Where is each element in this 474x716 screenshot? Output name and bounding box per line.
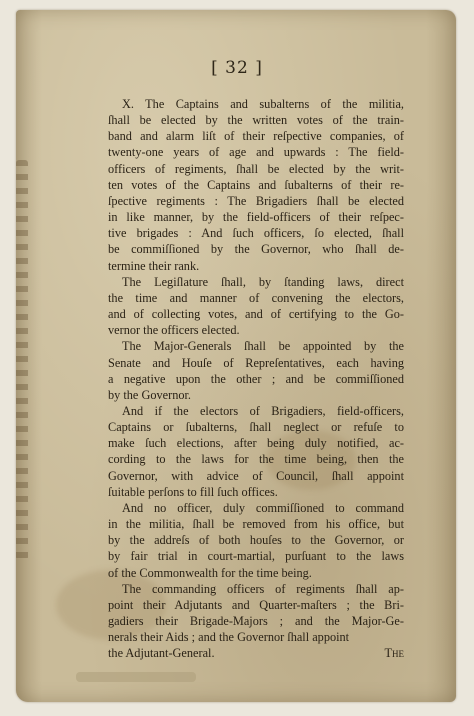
text-line: a negative upon the other ; and be commiſſioned bbox=[108, 371, 404, 386]
text-line: by the addreſs of both houſes to the Governor, or bbox=[108, 533, 404, 548]
text-line: The Major-Generals ſhall be appointed by the bbox=[122, 339, 404, 354]
text-line: band and alarm liſt of their reſpective companies, of bbox=[108, 129, 404, 144]
text-line: X. The Captains and subalterns of the militia, bbox=[122, 97, 404, 111]
paragraph bbox=[108, 581, 404, 646]
text-line: tive brigades : And ſuch officers, ſo elected, ſhall bbox=[108, 226, 404, 241]
text-line: And if the electors of Brigadiers, field-officers, bbox=[122, 403, 404, 418]
text-line: in the militia, ſhall be removed from his office, but bbox=[108, 517, 404, 532]
text-line: officers of regiments, ſhall be elected by the writ- bbox=[108, 161, 404, 176]
text-line: And no officer, duly commiſſioned to command bbox=[122, 500, 404, 515]
body-text bbox=[108, 96, 404, 661]
final-line: the Adjutant-General. bbox=[108, 646, 215, 661]
text-line: The Legiſlature ſhall, by ſtanding laws, direct bbox=[122, 274, 404, 289]
text-line: termine their rank. bbox=[108, 258, 200, 273]
text-line: Governor, with advice of Council, ſhall appoint bbox=[108, 468, 404, 483]
worn-left-edge bbox=[16, 160, 28, 560]
text-line: gadiers their Brigade-Majors ; and the Major-Ge- bbox=[108, 614, 404, 628]
text-line: in like manner, by the field-officers of their reſpec- bbox=[108, 210, 404, 225]
text-line: the time and manner of convening the electors, bbox=[108, 290, 404, 305]
text-line: vernor the officers elected. bbox=[108, 323, 240, 338]
page-number: [ 32 ] bbox=[211, 58, 263, 78]
text-line: by the Governor. bbox=[108, 387, 191, 402]
text-line: point their Adjutants and Quarter-maſters ; the Bri- bbox=[108, 597, 404, 612]
text-line: twenty-one years of age and upwards : The field- bbox=[108, 145, 404, 160]
worn-bottom-edge bbox=[76, 672, 196, 682]
text-line: by fair trial in court-martial, purſuant to the laws bbox=[108, 549, 404, 564]
text-line: ſuitable perſons to fill ſuch offices. bbox=[108, 484, 278, 499]
text-line: of the Commonwealth for the time being. bbox=[108, 565, 312, 580]
final-line-row bbox=[108, 645, 404, 661]
text-line: ſpective regiments : The Brigadiers ſhall be elected bbox=[108, 193, 404, 208]
text-line: ſhall be elected by the written votes of the train- bbox=[108, 113, 404, 128]
text-line: The commanding officers of regiments ſhall ap- bbox=[122, 581, 404, 596]
paragraph bbox=[108, 338, 404, 403]
text-line: make ſuch elections, after being duly notified, ac- bbox=[108, 436, 404, 451]
catchword: The bbox=[384, 646, 404, 661]
text-line: cording to the laws for the time being, then the bbox=[108, 452, 404, 467]
paragraph bbox=[108, 403, 404, 500]
text-line: Senate and Houſe of Repreſentatives, each having bbox=[108, 355, 404, 370]
text-line: ten votes of the Captains and ſubalterns of their re- bbox=[108, 177, 404, 192]
text-line: be commiſſioned by the Governor, who ſhall de- bbox=[108, 242, 404, 257]
text-line: nerals their Aids ; and the Governor ſhall appoint bbox=[108, 630, 350, 645]
text-line: Captains or ſubalterns, ſhall neglect or refuſe to bbox=[108, 420, 404, 435]
paragraph bbox=[108, 96, 404, 274]
text-line: and of collecting votes, and of certifying to the Go- bbox=[108, 307, 404, 322]
paragraph bbox=[108, 500, 404, 581]
paragraph bbox=[108, 274, 404, 339]
